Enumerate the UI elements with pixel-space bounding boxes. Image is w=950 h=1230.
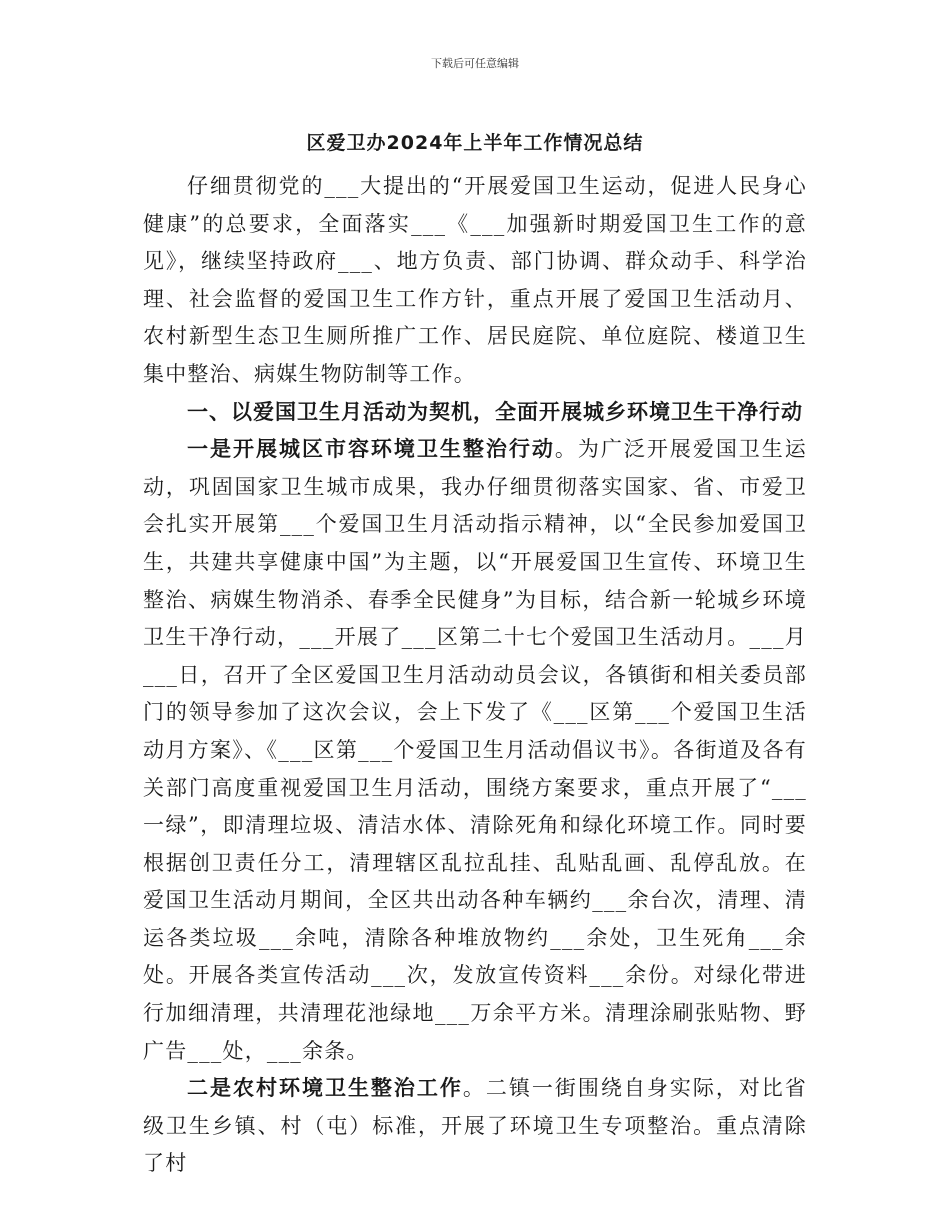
document-body <box>143 168 807 1183</box>
section-heading-1: 一、以爱国卫生月活动为契机，全面开展城乡环境卫生干净行动 <box>187 399 803 424</box>
header-note: 下载后可任意编辑 <box>431 57 519 70</box>
paragraph-urban-sanitation <box>143 431 807 1070</box>
intro-paragraph: 仔细贯彻党的___大提出的“开展爱国卫生运动，促进人民身心健康”的总要求，全面落实___《___加强新时期爱国卫生工作的意见》，继续坚持政府___、地方负责、部门协调、群众动手、科学治理、社会监督的爱国卫生工作方针，重点开展了爱国卫生活动月、农村新型生态卫生厕所推广工作、居民庭院、单位庭院、楼道卫生集中整治、病媒生物防制等工作。 <box>143 174 807 386</box>
paragraph-rural-sanitation <box>143 1070 807 1183</box>
paragraph-lead: 二是农村环境卫生整治工作 <box>187 1076 463 1101</box>
paragraph-body: 。为广泛开展爱国卫生运动，巩固国家卫生城市成果，我办仔细贯彻落实国家、省、市爱卫会扎实开展第___个爱国卫生月活动指示精神，以“全民参加爱国卫生，共建共享健康中国”为主题，以“开展爱国卫生宣传、环境卫生整治、病媒生物消杀、春季全民健身”为目标，结合新一轮城乡环境卫生干净行动，___开展了___区第二十七个爱国卫生活动月。___月___日，召开了全区爱国卫生月活动动员会议，各镇街和相关委员部门的领导参加了这次会议，会上下发了《___区第___个爱国卫生活动月方案》、《___区第___个爱国卫生月活动倡议书》。各街道及各有关部门高度重视爱国卫生月活动，围绕方案要求，重点开展了“___一绿”，即清理垃圾、清洁水体、清除死角和绿化环境工作。同时要根据创卫责任分工，清理辖区乱拉乱挂、乱贴乱画、乱停乱放。在爱国卫生活动月期间，全区共出动各种车辆约___余台次，清理、清运各类垃圾___余吨，清除各种堆放物约___余处，卫生死角___余处。开展各类宣传活动___次，发放宣传资料___余份。对绿化带进行加细清理，共清理花池绿地___万余平方米。清理涂刷张贴物、野广告___处，___余条。 <box>143 437 807 1063</box>
document-title: 区爱卫办2024年上半年工作情况总结 <box>306 132 644 154</box>
paragraph-lead: 一是开展城区市容环境卫生整治行动 <box>187 437 555 462</box>
paragraph-body: 。二镇一街围绕自身实际，对比省级卫生乡镇、村（屯）标准，开展了环境卫生专项整治。重点清除了村 <box>143 1076 807 1176</box>
